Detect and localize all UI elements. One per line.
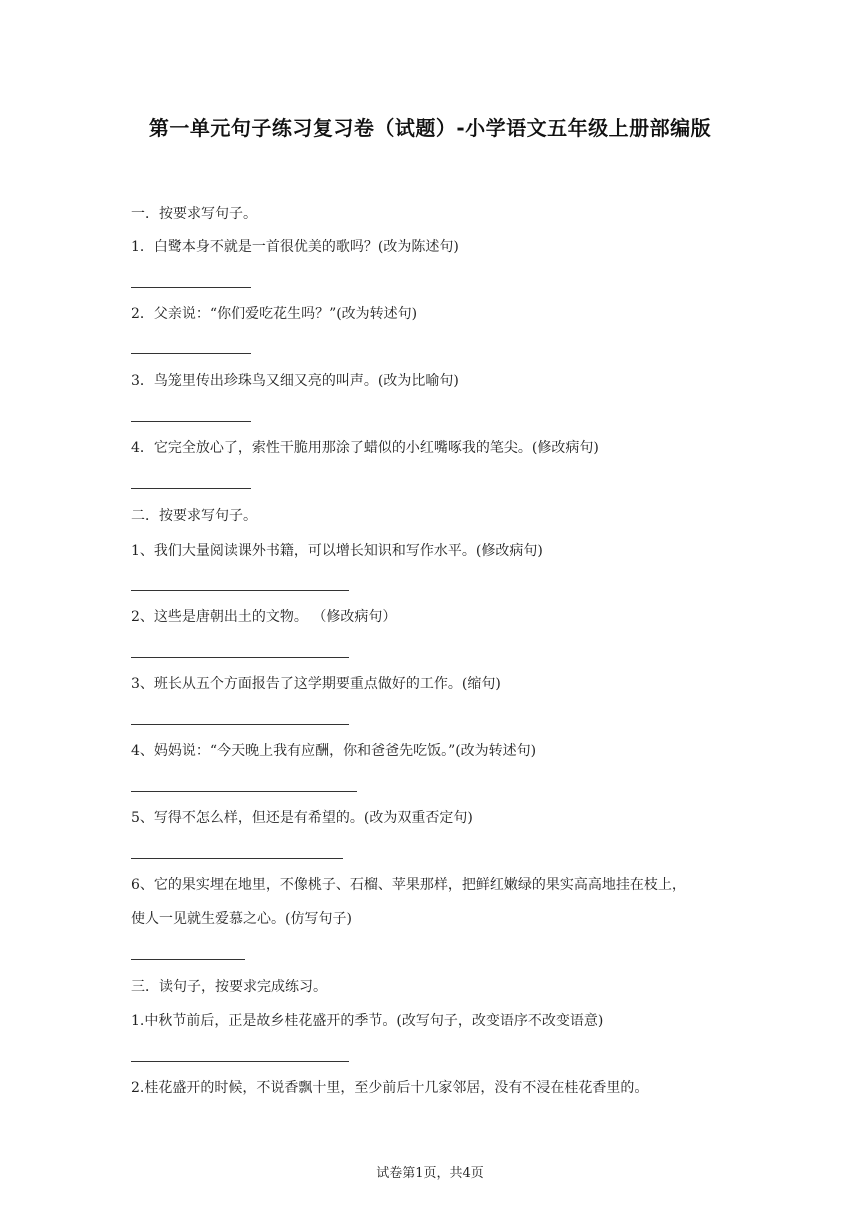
page-footer: 试卷第1页，共4页 <box>376 1166 484 1181</box>
question-3-1: 1.中秋节前后，正是故乡桂花盛开的季节。(改写句子，改变语序不改变语意) <box>131 1013 604 1029</box>
answer-line-2-3[interactable] <box>131 724 349 725</box>
section-3-heading: 三．读句子，按要求完成练习。 <box>131 979 327 995</box>
question-3-2: 2.桂花盛开的时候，不说香飘十里，至少前后十几家邻居，没有不浸在桂花香里的。 <box>131 1080 649 1096</box>
answer-line-2-4[interactable] <box>131 791 357 792</box>
question-1-1: 1．白鹭本身不就是一首很优美的歌吗？(改为陈述句) <box>131 239 459 255</box>
answer-line-1-1[interactable] <box>131 287 251 288</box>
answer-line-2-5[interactable] <box>131 858 343 859</box>
answer-line-1-4[interactable] <box>131 488 251 489</box>
question-2-1: 1、我们大量阅读课外书籍，可以增长知识和写作水平。(修改病句) <box>131 543 543 559</box>
answer-line-2-2[interactable] <box>131 657 349 658</box>
question-1-3: 3．鸟笼里传出珍珠鸟又细又亮的叫声。(改为比喻句) <box>131 373 459 389</box>
question-2-5: 5、写得不怎么样，但还是有希望的。(改为双重否定句) <box>131 810 473 826</box>
answer-line-1-3[interactable] <box>131 421 251 422</box>
question-2-6-line-2: 使人一见就生爱慕之心。(仿写句子) <box>131 911 352 927</box>
question-1-2: 2．父亲说：“你们爱吃花生吗？”(改为转述句) <box>131 306 418 322</box>
question-2-4: 4、妈妈说：“今天晚上我有应酬，你和爸爸先吃饭。”(改为转述句) <box>131 743 537 759</box>
question-2-2: 2、这些是唐朝出土的文物。 （修改病句） <box>131 609 397 625</box>
answer-line-2-1[interactable] <box>131 590 349 591</box>
section-2-heading: 二．按要求写句子。 <box>131 508 257 524</box>
question-2-3: 3、班长从五个方面报告了这学期要重点做好的工作。(缩句) <box>131 676 501 692</box>
answer-line-1-2[interactable] <box>131 353 251 354</box>
question-1-4: 4．它完全放心了，索性干脆用那涂了蜡似的小红嘴啄我的笔尖。(修改病句) <box>131 440 599 456</box>
answer-line-3-1[interactable] <box>131 1061 349 1062</box>
answer-line-2-6[interactable] <box>131 959 245 960</box>
page-title: 第一单元句子练习复习卷（试题）-小学语文五年级上册部编版 <box>148 116 712 140</box>
question-2-6-line-1: 6、它的果实埋在地里，不像桃子、石榴、苹果那样，把鲜红嫩绿的果实高高地挂在枝上， <box>131 877 686 893</box>
section-1-heading: 一．按要求写句子。 <box>131 206 257 222</box>
